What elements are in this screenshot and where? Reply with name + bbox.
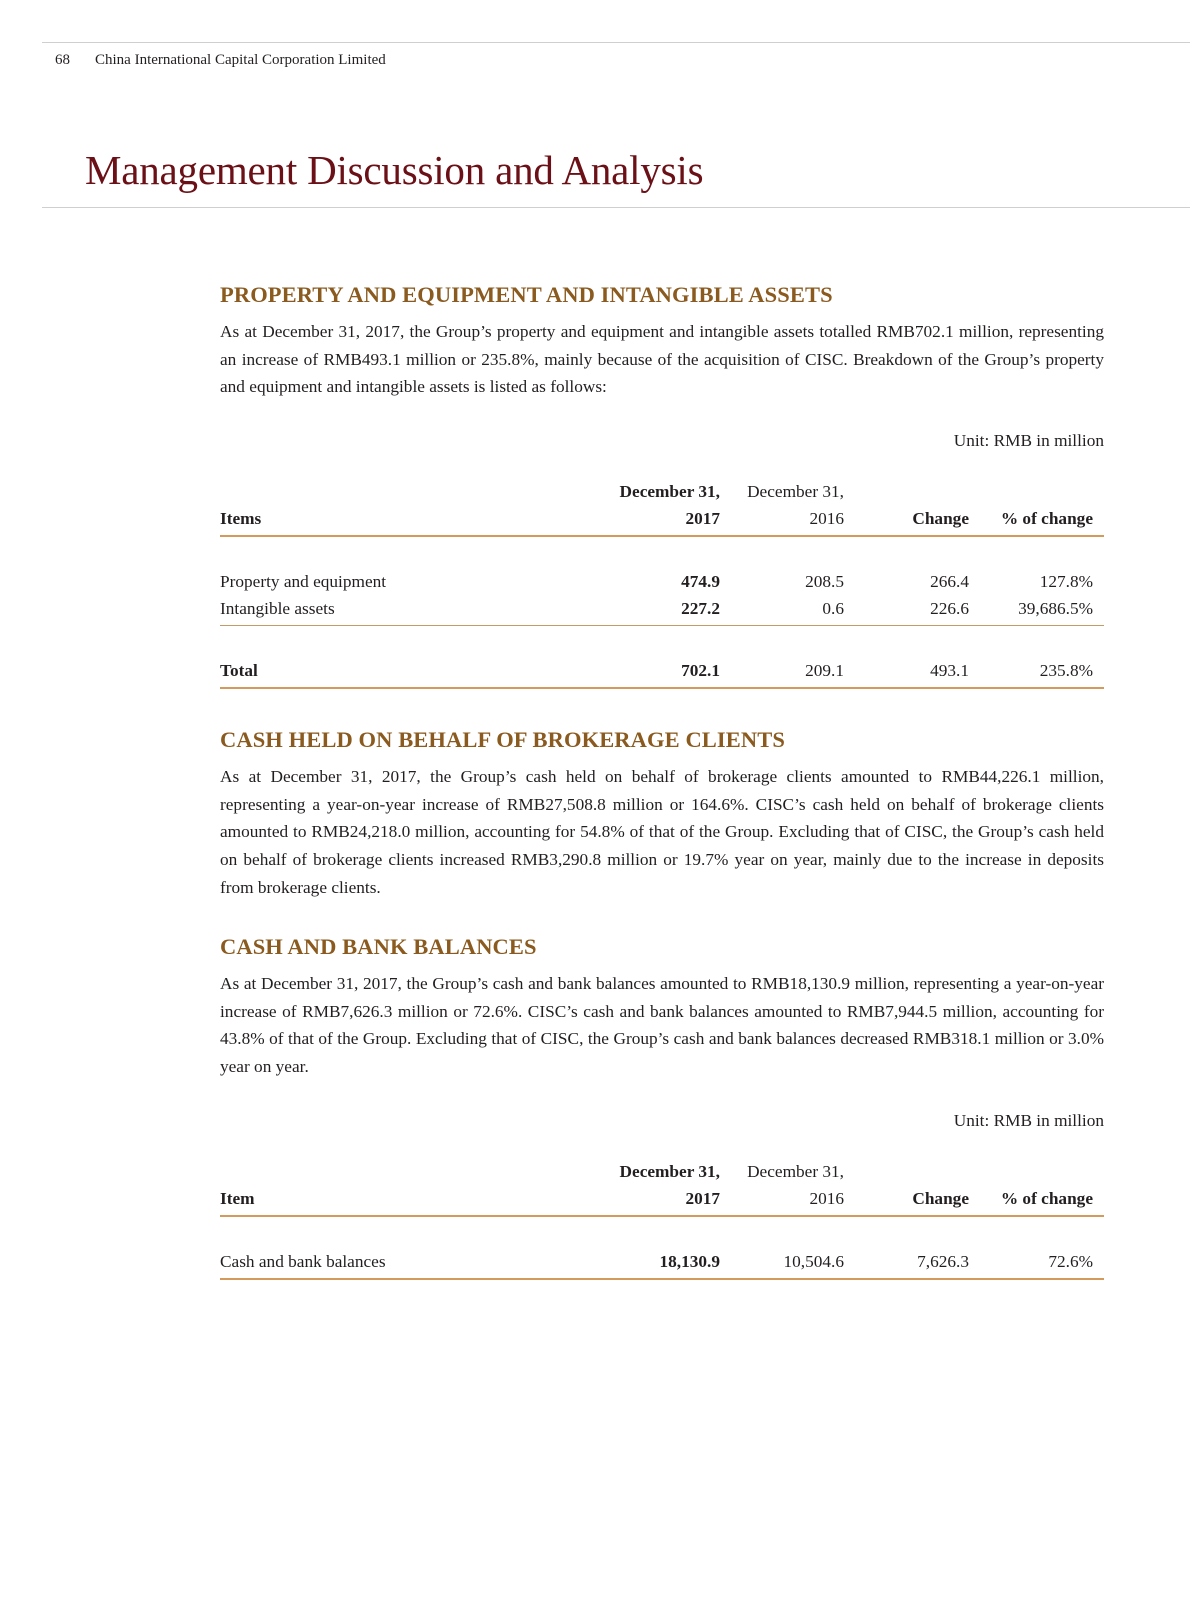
section-heading: PROPERTY AND EQUIPMENT AND INTANGIBLE ASSETS [220,282,833,307]
col-header-2017-year: 2017 [600,1182,720,1216]
section-paragraph: As at December 31, 2017, the Group’s property and equipment and intangible assets totalled RMB702.1 million, representing an increase of RMB493.1 million or 235.8%, mainly because of the acquisition of CISC. Breakdown of the Group’s property and equipment and intangible assets is listed as follows: [220,322,1104,397]
table-header-row [220,502,1104,536]
section-paragraph: As at December 31, 2017, the Group’s cash and bank balances amounted to RMB18,130.9 million, representing a year-on-year increase of RMB7,626.3 million or 72.6%. CISC’s cash and bank balances amounted to RMB7,944.5 million, accounting for 43.8% of that of the Group. Excluding that of CISC, the Group’s cash and bank balances decreased RMB318.1 million or 3.0% year on year. [220,974,1104,1077]
row-label: Cash and bank balances [220,1245,600,1279]
section-property [220,282,1104,689]
value-change: 266.4 [930,572,969,592]
value-2016: 0.6 [720,592,844,626]
cash-bank-table [220,1154,1104,1280]
col-header-item: Item [220,1182,600,1216]
col-header-2016-year: 2016 [720,502,844,536]
table-row [220,1245,1104,1279]
unit-label: Unit: RMB in million [953,431,1104,451]
page-number: 68 [55,52,70,68]
value-pct: 127.8% [1039,572,1093,592]
row-label: Property and equipment [220,572,387,592]
value-2016: 10,504.6 [720,1245,844,1279]
col-header-pct-change: % of change [969,502,1093,536]
value-2017: 227.2 [600,592,720,626]
value-pct: 72.6% [969,1245,1093,1279]
total-pct: 235.8% [969,654,1093,688]
col-header-items: Items [220,502,600,536]
property-table [220,474,1104,689]
col-header-change: Change [844,502,969,536]
section-heading: CASH AND BANK BALANCES [220,934,537,959]
total-label: Total [220,654,600,688]
value-2017: 474.9 [681,572,720,592]
table-header-row [220,474,1104,502]
section-heading: CASH HELD ON BEHALF OF BROKERAGE CLIENTS [220,727,785,752]
value-change: 226.6 [844,592,969,626]
col-header-2016: December 31, [747,1161,844,1181]
section-paragraph: As at December 31, 2017, the Group’s cash held on behalf of brokerage clients amounted to RMB44,226.1 million, representing a year-on-year increase of RMB27,508.8 million or 164.6%. CISC’s cash held on behalf of brokerage clients amounted to RMB24,218.0 million, accounting for 54.8% of that of the Group. Excluding that of CISC, the Group’s cash held on behalf of brokerage clients increased RMB3,290.8 million or 19.7% year on year, mainly due to the increase in deposits from brokerage clients. [220,767,1104,897]
table-header-row [220,1154,1104,1182]
running-header [55,52,386,69]
total-2016: 209.1 [720,654,844,688]
unit-label: Unit: RMB in million [953,1110,1104,1130]
value-pct: 39,686.5% [969,592,1093,626]
table-row [220,565,1104,592]
table-row [220,592,1104,626]
company-name: China International Capital Corporation Limited [95,52,386,68]
col-header-change: Change [844,1182,969,1216]
col-header-2017: December 31, [619,482,720,502]
value-2017: 18,130.9 [600,1245,720,1279]
col-header-pct-change: % of change [969,1182,1093,1216]
col-header-2016-year: 2016 [720,1182,844,1216]
value-2016: 208.5 [805,572,844,592]
col-header-2016: December 31, [747,482,844,502]
page-title: Management Discussion and Analysis [85,147,704,193]
col-header-2017: December 31, [619,1161,720,1181]
total-change: 493.1 [844,654,969,688]
col-header-2017-year: 2017 [600,502,720,536]
top-rule [42,42,1190,43]
table-header-row [220,1182,1104,1216]
value-change: 7,626.3 [844,1245,969,1279]
section-brokerage [220,727,1104,902]
table-total-row [220,654,1104,688]
row-label: Intangible assets [220,592,600,626]
title-rule [42,207,1190,208]
section-cash-bank [220,934,1104,1280]
total-2017: 702.1 [600,654,720,688]
